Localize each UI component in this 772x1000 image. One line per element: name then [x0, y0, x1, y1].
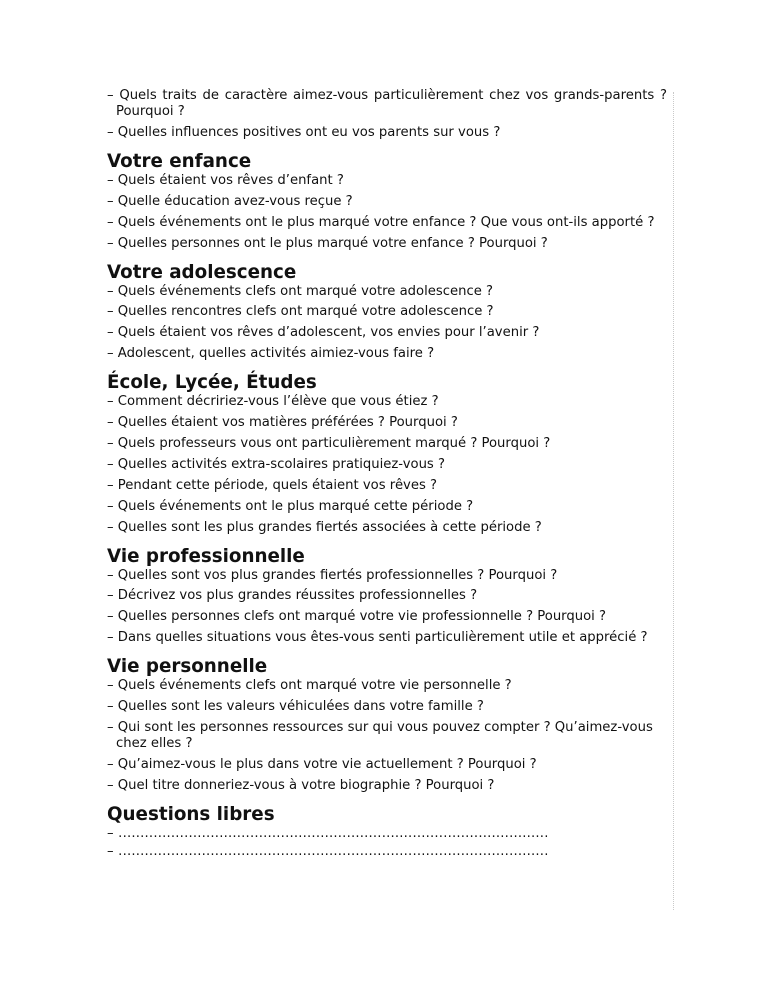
list-item	[107, 720, 667, 752]
item-text: Quels étaient vos rêves d’adolescent, vos envies pour l’avenir ?	[117, 325, 540, 341]
bullet-dash: –	[107, 325, 114, 341]
page-edge-dotted-line	[673, 92, 674, 910]
item-text: Quelles étaient vos matières préférées ? Pourquoi ?	[117, 415, 458, 431]
section-enfance	[107, 151, 667, 252]
item-text: Qu’aimez-vous le plus dans votre vie actuellement ? Pourquoi ?	[117, 756, 537, 772]
item-text: Qui sont les personnes ressources sur qui vous pouvez compter ? Qu’aimez-vous chez elles ?	[116, 720, 653, 752]
item-text: Quelle éducation avez-vous reçue ?	[117, 193, 353, 209]
item-text: Adolescent, quelles activités aimiez-vous faire ?	[117, 346, 435, 362]
item-text: Pendant cette période, quels étaient vos rêves ?	[117, 477, 438, 493]
item-text: Quelles personnes ont le plus marqué votre enfance ? Pourquoi ?	[117, 235, 548, 251]
list-item	[107, 757, 667, 773]
item-text: Quel titre donneriez-vous à votre biographie ? Pourquoi ?	[117, 777, 495, 793]
list-item	[107, 436, 667, 452]
list-item	[107, 215, 667, 231]
blank-answer-line: – ..................................................................................................	[107, 843, 549, 859]
bullet-dash: –	[107, 214, 114, 230]
bullet-dash: –	[107, 124, 114, 140]
section-questions-libres	[107, 804, 667, 860]
bullet-dash: –	[107, 630, 114, 646]
bullet-dash: –	[107, 456, 114, 472]
list-item	[107, 304, 667, 320]
list-item	[107, 194, 667, 210]
item-text: Quels événements ont le plus marqué cette période ?	[117, 498, 474, 514]
bullet-dash: –	[107, 477, 114, 493]
section-title: Vie personnelle	[107, 656, 268, 678]
bullet-dash: –	[107, 172, 114, 188]
item-text: Quels événements ont le plus marqué votre enfance ? Que vous ont-ils apporté ?	[117, 214, 655, 230]
list-item	[107, 236, 667, 252]
bullet-dash: –	[107, 193, 114, 209]
bullet-dash: –	[107, 756, 114, 772]
item-text: Décrivez vos plus grandes réussites professionnelles ?	[117, 588, 478, 604]
list-item	[107, 415, 667, 431]
bullet-dash: –	[107, 588, 114, 604]
item-text: Quels événements clefs ont marqué votre adolescence ?	[117, 283, 494, 299]
section-vie-professionnelle	[107, 546, 667, 647]
bullet-dash: –	[107, 346, 114, 362]
item-text: Quels étaient vos rêves d’enfant ?	[117, 172, 344, 188]
list-item	[107, 394, 667, 410]
blank-answer-line: – ..................................................................................................	[107, 825, 549, 841]
section-title: Vie professionnelle	[107, 545, 305, 567]
list-item	[107, 325, 667, 341]
item-text: Quels professeurs vous ont particulièrement marqué ? Pourquoi ?	[117, 436, 551, 452]
list-item	[107, 568, 667, 584]
intro-list	[107, 88, 667, 141]
item-text: Comment décririez-vous l’élève que vous étiez ?	[117, 394, 439, 410]
bullet-dash: –	[107, 699, 114, 715]
item-text: Quels traits de caractère aimez-vous particulièrement chez vos grands-parents ? Pourquoi ?	[116, 88, 667, 119]
item-text: Quelles sont les plus grandes fiertés associées à cette période ?	[117, 519, 542, 535]
bullet-dash: –	[107, 720, 114, 736]
bullet-dash: –	[107, 609, 114, 625]
item-text: Dans quelles situations vous êtes-vous senti particulièrement utile et apprécié ?	[117, 630, 648, 646]
list-item	[107, 346, 667, 362]
section-title: Votre enfance	[107, 150, 252, 172]
bullet-dash: –	[107, 777, 114, 793]
list-item	[107, 284, 667, 300]
item-text: Quelles sont les valeurs véhiculées dans votre famille ?	[117, 699, 484, 715]
list-item	[107, 499, 667, 515]
bullet-dash: –	[107, 235, 114, 251]
list-item	[107, 457, 667, 473]
list-item	[107, 478, 667, 494]
list-item	[107, 630, 667, 646]
list-item	[107, 520, 667, 536]
list-item	[107, 173, 667, 189]
bullet-dash: –	[107, 567, 114, 583]
item-text: Quels événements clefs ont marqué votre vie personnelle ?	[117, 678, 512, 694]
bullet-dash: –	[107, 304, 114, 320]
section-vie-personnelle	[107, 656, 667, 794]
list-item	[107, 678, 667, 694]
item-text: Quelles sont vos plus grandes fiertés professionnelles ? Pourquoi ?	[117, 567, 558, 583]
bullet-dash: –	[107, 88, 114, 103]
bullet-dash: –	[107, 394, 114, 410]
list-item	[107, 88, 667, 120]
section-ecole	[107, 372, 667, 535]
list-item	[107, 588, 667, 604]
item-text: Quelles activités extra-scolaires pratiquiez-vous ?	[117, 456, 445, 472]
item-text: Quelles influences positives ont eu vos parents sur vous ?	[117, 124, 501, 140]
section-title: École, Lycée, Études	[107, 372, 317, 394]
section-adolescence	[107, 262, 667, 363]
list-item	[107, 609, 667, 625]
bullet-dash: –	[107, 436, 114, 452]
questionnaire-page	[107, 88, 667, 862]
bullet-dash: –	[107, 519, 114, 535]
bullet-dash: –	[107, 283, 114, 299]
section-title: Questions libres	[107, 803, 275, 825]
item-text: Quelles rencontres clefs ont marqué votre adolescence ?	[117, 304, 494, 320]
bullet-dash: –	[107, 678, 114, 694]
bullet-dash: –	[107, 415, 114, 431]
list-item	[107, 699, 667, 715]
bullet-dash: –	[107, 498, 114, 514]
list-item	[107, 778, 667, 794]
list-item	[107, 125, 667, 141]
section-title: Votre adolescence	[107, 261, 297, 283]
item-text: Quelles personnes clefs ont marqué votre vie professionnelle ? Pourquoi ?	[117, 609, 607, 625]
